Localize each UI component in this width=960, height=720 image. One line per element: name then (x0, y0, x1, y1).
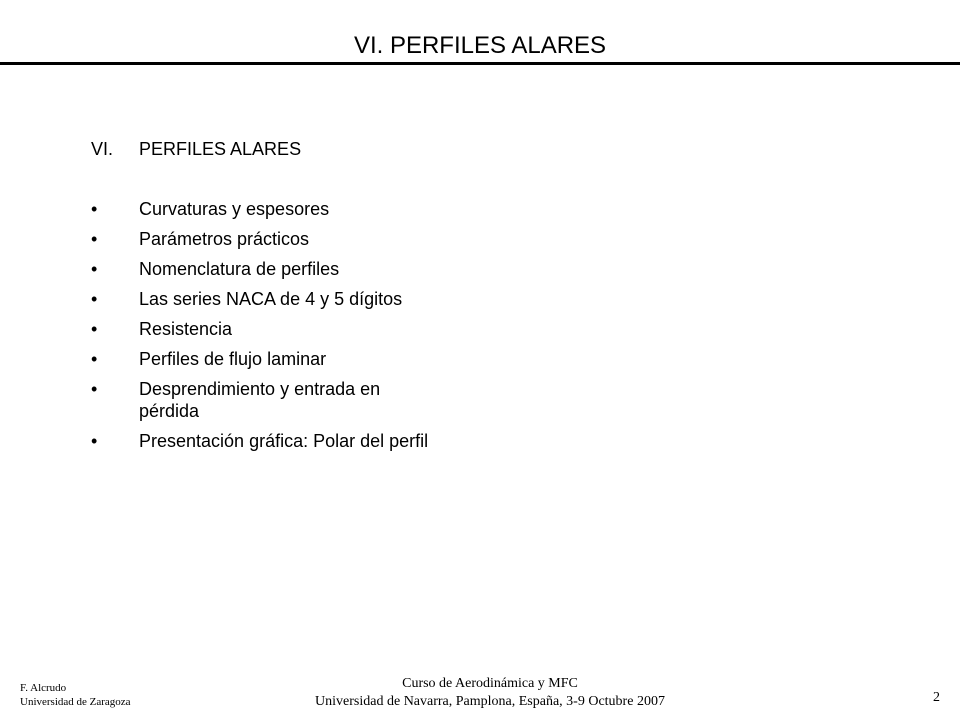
footer-venue: Universidad de Navarra, Pamplona, España, 3-9 Octubre 2007 (315, 694, 665, 709)
slide-title: VI. PERFILES ALARES (353, 32, 607, 59)
bullet-icon: • (91, 319, 98, 339)
bullet-icon: • (91, 199, 98, 219)
list-item-text: Desprendimiento y entrada en pérdida (139, 379, 381, 421)
list-item (91, 318, 511, 340)
list-item-text: Nomenclatura de perfiles (139, 259, 340, 279)
topic-list (91, 198, 511, 460)
list-item (91, 288, 511, 310)
list-item (91, 430, 511, 452)
list-item-text: Curvaturas y espesores (139, 199, 330, 219)
list-item-text: Perfiles de flujo laminar (139, 349, 327, 369)
footer-author: F. Alcrudo (20, 682, 67, 694)
bullet-icon: • (91, 259, 98, 279)
footer-affiliation: Universidad de Zaragoza (20, 696, 131, 708)
list-item-text: Parámetros prácticos (139, 229, 310, 249)
section-heading (91, 138, 301, 160)
section-number: VI. (91, 139, 114, 159)
page-number: 2 (933, 690, 940, 705)
list-item-text: Presentación gráfica: Polar del perfil (139, 431, 429, 451)
title-divider (0, 62, 960, 65)
footer-course: Curso de Aerodinámica y MFC (402, 676, 578, 691)
bullet-icon: • (91, 229, 98, 249)
bullet-icon: • (91, 431, 98, 451)
list-item (91, 258, 511, 280)
list-item (91, 348, 511, 370)
list-item (91, 378, 469, 422)
footer-author-block (20, 681, 131, 709)
bullet-icon: • (91, 349, 98, 369)
list-item (91, 228, 511, 250)
list-item-text: Las series NACA de 4 y 5 dígitos (139, 289, 403, 309)
bullet-icon: • (91, 379, 98, 399)
bullet-icon: • (91, 289, 98, 309)
footer-course-block (240, 675, 740, 711)
list-item (91, 198, 511, 220)
section-heading-text: PERFILES ALARES (139, 139, 302, 159)
list-item-text: Resistencia (139, 319, 233, 339)
